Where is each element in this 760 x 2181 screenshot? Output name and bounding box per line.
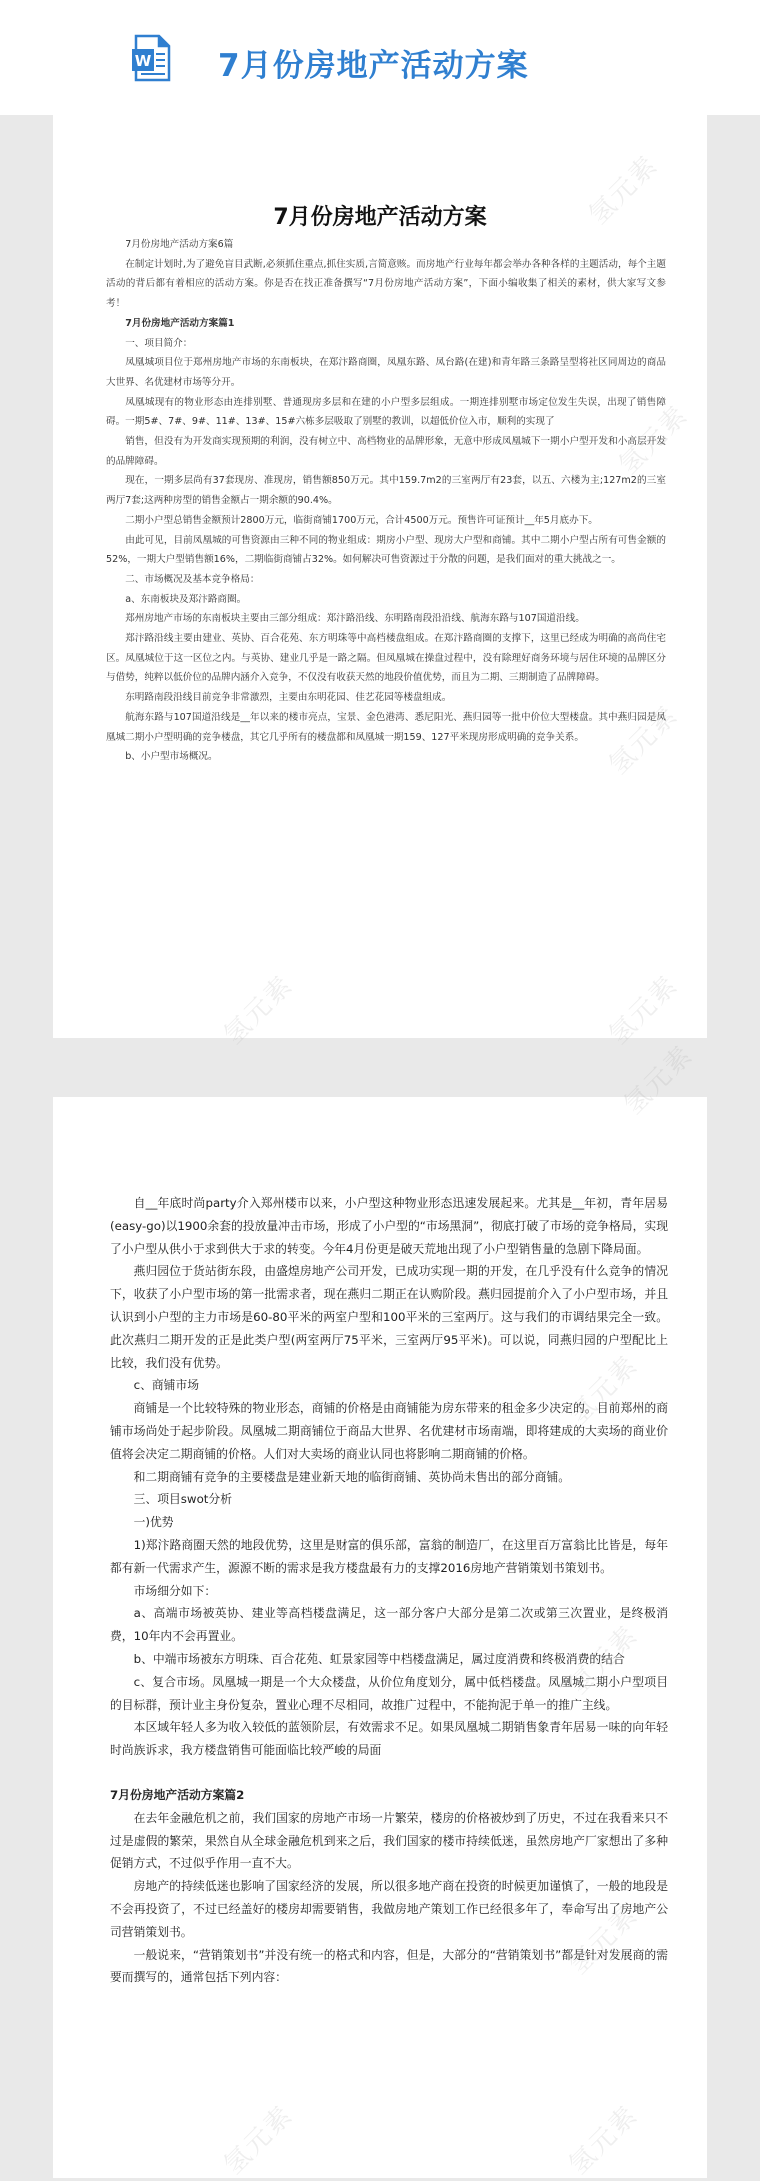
body-paragraph: b、中端市场被东方明珠、百合花苑、虹景家园等中档楼盘满足，属过度消费和终极消费的结合 (133, 1651, 625, 1666)
body-paragraph: 郑汴路沿线主要由建业、英协、百合花苑、东方明珠等中高档楼盘组成。在郑汴路商圈的支撑下，这里已经成为明确的高尚住宅区。凤凰城位于这一区位之内。与英协、建业几乎是一路之隔。但凤凰城在操盘过程中，没有除理好商务环境与居住环境的品牌区分与借势，纯粹以低价位的品牌内涵介入竞争，不仅没有收获天然的地段价值优势，而且为二期、三期制造了品牌障碍。 (106, 633, 666, 684)
body-paragraph: 郑州房地产市场的东南板块主要由三部分组成：郑汴路沿线、东明路南段沿沿线、航海东路与107国道沿线。 (125, 613, 585, 625)
body-paragraph: a、东南板块及郑汴路商圈。 (125, 593, 247, 605)
body-paragraph: 1)郑汴路商圈天然的地段优势，这里是财富的俱乐部，富翁的制造厂，在这里百万富翁比比皆是，每年都有新一代需求产生，源源不断的需求是我方楼盘最有力的支撑2016房地产营销策划书策划书。 (110, 1537, 668, 1575)
body-paragraph: 二期小户型总销售金额预计2800万元，临街商铺1700万元，合计4500万元。预售许可证预计__年5月底办下。 (125, 514, 598, 526)
word-document-icon (132, 34, 172, 82)
header-title: 7月份房地产活动方案 (218, 48, 529, 84)
body-paragraph: c、复合市场。凤凰城一期是一个大众楼盘，从价位角度划分，属中低档楼盘。凤凰城二期小户型项目的目标群，预计业主身份复杂，置业心理不尽相同，故推广过程中，不能拘泥于单一的推广主线。 (110, 1674, 668, 1712)
page-1-body (106, 235, 666, 767)
section-heading: 7月份房地产活动方案篇2 (110, 1787, 245, 1802)
body-paragraph: 房地产的持续低迷也影响了国家经济的发展，所以很多地产商在投资的时候更加谨慎了，一般的地段是不会再投资了，不过已经盖好的楼房却需要销售，我做房地产策划工作已经很多年了，奉命写出了房地产公司营销策划书。 (110, 1879, 668, 1939)
body-paragraph: 和二期商铺有竞争的主要楼盘是建业新天地的临街商铺、英协尚未售出的部分商铺。 (133, 1469, 571, 1484)
body-paragraph: 在制定计划时,为了避免盲目武断,必须抓住重点,抓住实质,言简意赅。而房地产行业每年都会举办各种各样的主题活动，每个主题活动的背后都有着相应的活动方案。你是否在找正准备撰写“7月份房地产活动方案”，下面小编收集了相关的素材，供大家写文参考！ (106, 258, 666, 310)
document-title: 7月份房地产活动方案 (273, 205, 487, 230)
body-paragraph: 由此可见，目前凤凰城的可售资源由三种不同的物业组成：期房小户型、现房大户型和商铺。其中二期小户型占所有可售金额的52%，一期大户型销售额16%，二期临街商铺占32%。如何解决可售资源过于分散的问题，是我们面对的重大挑战之一。 (106, 534, 666, 566)
header-banner (0, 0, 760, 115)
body-paragraph: 自__年底时尚party介入郑州楼市以来，小户型这种物业形态迅速发展起来。尤其是__年初，青年居易(easy-go)以1900余套的投放量冲击市场，形成了小户型的“市场黑洞”，彻底打破了市场的竞争格局，实现了小户型从供小于求到供大于求的转变。今年4月份更是破天荒地出现了小户型销售量的急剧下降局面。 (110, 1196, 668, 1256)
body-paragraph: 一)优势 (133, 1515, 174, 1530)
body-paragraph: c、商铺市场 (133, 1378, 200, 1393)
body-paragraph: 东明路南段沿线目前竞争非常激烈，主要由东明花园、佳艺花园等楼盘组成。 (125, 692, 452, 704)
body-paragraph: 燕归园位于货站街东段，由盛煌房地产公司开发，已成功实现一期的开发，在几乎没有什么竞争的情况下，收获了小户型市场的第一批需求者，现在燕归二期正在认购阶段。燕归园提前介入了小户型市场，并且认识到小户型的主力市场是60-80平米的两室户型和100平米的三室两厅。这与我们的市调结果完全一致。此次燕归二期开发的正是此类户型(两室两厅75平米，三室两厅95平米)。可以说，同燕归园的户型配比上比较，我们没有优势。 (110, 1264, 668, 1370)
body-paragraph: 在去年金融危机之前，我们国家的房地产市场一片繁荣，楼房的价格被炒到了历史，不过在我看来只不过是虚假的繁荣，果然自从全球金融危机到来之后，我们国家的楼市持续低迷，虽然房地产厂家想出了多种促销方式，不过似乎作用一直不大。 (110, 1810, 668, 1871)
body-paragraph: b、小户型市场概况。 (125, 751, 218, 763)
document-page-1 (53, 115, 707, 1038)
body-paragraph: 航海东路与107国道沿线是__年以来的楼市亮点，宝景、金色港湾、悉尼阳光、燕归园等一批中价位大型楼盘。其中燕归园是凤凰城二期小户型明确的竞争楼盘，其它几乎所有的楼盘都和凤凰城一期159、127平米现房形成明确的竞争关系。 (106, 711, 666, 743)
body-paragraph: 凤凰城项目位于郑州房地产市场的东南板块，在郑汴路商圈，凤凰东路、凤台路(在建)和青年路三条路呈型将社区同周边的商品大世界、名优建材市场等分开。 (106, 357, 666, 388)
body-paragraph: a、高端市场被英协、建业等高档楼盘满足，这一部分客户大部分是第二次或第三次置业，是终极消费，10年内不会再置业。 (110, 1606, 668, 1644)
body-paragraph: 凤凰城现有的物业形态由连排别墅、普通现房多层和在建的小户型多层组成。一期连排别墅市场定位发生失误，出现了销售障碍。一期5#、7#、9#、11#、13#、15#六栋多层吸取了别墅的教训，以超低价位入市，顺利的实现了 (106, 396, 666, 428)
body-paragraph: 本区域年轻人多为收入较低的蓝领阶层，有效需求不足。如果凤凰城二期销售象青年居易一味的向年轻时尚族诉求，我方楼盘销售可能面临比较严峻的局面 (110, 1720, 668, 1758)
body-paragraph: 销售，但没有为开发商实现预期的利润，没有树立中、高档物业的品牌形象，无意中形成凤凰城下一期小户型开发和小高层开发的品牌障碍。 (106, 436, 666, 467)
body-paragraph: 7月份房地产活动方案6篇 (125, 239, 234, 250)
body-paragraph: 商铺是一个比较特殊的物业形态，商铺的价格是由商铺能为房东带来的租金多少决定的。目前郑州的商铺市场尚处于起步阶段。凤凰城二期商铺位于商品大世界、名优建材市场南端，即将建成的大卖场的商业价值将会决定二期商铺的价格。人们对大卖场的商业认同也将影响二期商铺的价格。 (110, 1401, 668, 1461)
body-paragraph: 一、项目简介： (125, 337, 193, 349)
svg-text:W: W (134, 52, 152, 70)
page-gap (0, 1038, 760, 1097)
body-paragraph: 三、项目swot分析 (133, 1492, 233, 1507)
page-2-body (110, 1192, 668, 1989)
body-paragraph: 市场细分如下： (133, 1583, 217, 1598)
body-paragraph: 二、市场概况及基本竞争格局： (125, 573, 260, 585)
document-page-2 (53, 1097, 707, 2178)
section-heading: 7月份房地产活动方案篇1 (125, 317, 235, 329)
body-paragraph: 一般说来，“营销策划书”并没有统一的格式和内容，但是，大部分的“营销策划书”都是针对发展商的需要而撰写的，通常包括下列内容： (110, 1947, 668, 1985)
body-paragraph: 现在，一期多层尚有37套现房、准现房，销售额850万元。其中159.7m2的三室两厅有23套，以五、六楼为主;127m2的三室两厅7套;这两种房型的销售金额占一期余额的90.4%。 (106, 475, 666, 507)
